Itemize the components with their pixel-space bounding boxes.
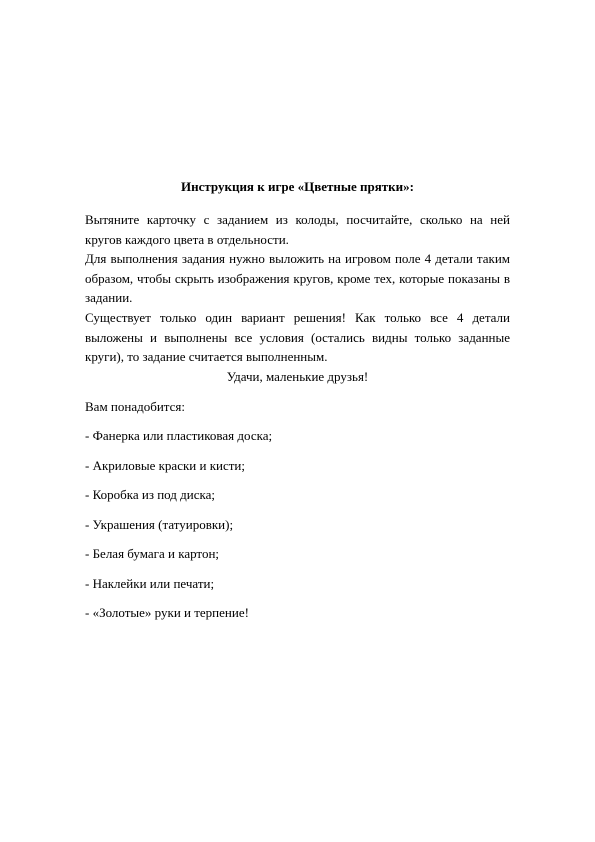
list-item: - Наклейки или печати; [85,575,215,591]
list-item: - «Золотые» руки и терпение! [85,605,249,620]
materials-heading: Вам понадобится: [85,399,185,414]
list-item: - Фанерка или пластиковая доска; [85,428,273,443]
list-item: - Белая бумага и картон; [85,546,220,561]
materials-list [85,426,272,633]
list-item: - Коробка из под диска; [85,487,215,502]
list-item: - Акриловые краски и кисти; [85,457,245,473]
good-luck-text: Удачи, маленькие друзья! [226,369,369,384]
paragraph-place-pieces: Для выполнения задания нужно выложить на игровом поле 4 детали таким образом, чтобы скрыть изображения кругов, кроме тех, которые показаны в задании. [85,251,510,305]
paragraph-one-solution: Существует только один вариант решения! Как только все 4 детали выложены и выполнены все условия (остались видны только заданные круги), то задание считается выполненным. [85,310,510,364]
paragraph-draw-card: Вытяните карточку с заданием из колоды, посчитайте, сколько на ней кругов каждого цвета в отдельности. [85,212,510,247]
list-item: - Украшения (татуировки); [85,516,234,532]
document-title: Инструкция к игре «Цветные прятки»: [180,179,414,194]
